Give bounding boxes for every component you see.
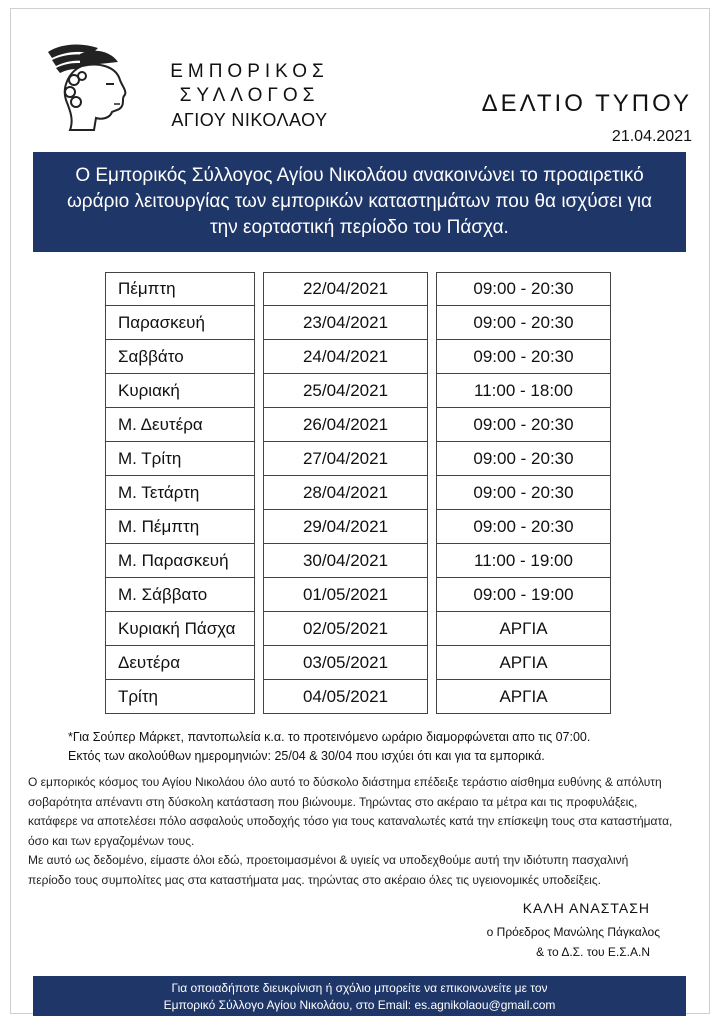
- schedule-day-cell: Σαββάτο: [105, 340, 255, 374]
- schedule-day-cell: Μ. Παρασκευή: [105, 544, 255, 578]
- schedule-date-cell: 24/04/2021: [263, 340, 428, 374]
- schedule-row: [105, 442, 611, 476]
- body-line: περίοδο τους συμπολίτες μας στα καταστήματα μας. τηρώντας στο ακέραιο όλες τις υγειονομικές υποδείξεις.: [28, 872, 601, 887]
- schedule-row: [105, 374, 611, 408]
- schedule-day-cell: Παρασκευή: [105, 306, 255, 340]
- schedule-row: [105, 306, 611, 340]
- schedule-day-cell: Μ. Τετάρτη: [105, 476, 255, 510]
- schedule-date-cell: 23/04/2021: [263, 306, 428, 340]
- schedule-date-cell: 30/04/2021: [263, 544, 428, 578]
- signature-block: [487, 900, 660, 962]
- body-line: σοβαρότητα απέναντι στη δύσκολη κατάσταση που βιώνουμε. Τηρώντας στο ακέραιο τα μέτρα και τις προφυλάξεις,: [28, 794, 638, 809]
- press-release-title: ΔΕΛΤΙΟ ΤΥΠΟΥ: [481, 90, 692, 117]
- announcement-banner: [33, 152, 686, 252]
- schedule-hours-cell: 09:00 - 20:30: [436, 476, 611, 510]
- easter-greeting: ΚΑΛΗ ΑΝΑΣΤΑΣΗ: [522, 900, 650, 916]
- org-name-line3: ΑΓΙΟΥ ΝΙΚΟΛΑΟΥ: [171, 110, 328, 130]
- schedule-date-cell: 02/05/2021: [263, 612, 428, 646]
- schedule-row: [105, 476, 611, 510]
- schedule-date-cell: 26/04/2021: [263, 408, 428, 442]
- schedule-day-cell: Δευτέρα: [105, 646, 255, 680]
- board-name: & το Δ.Σ. του Ε.Σ.Α.Ν: [536, 945, 650, 959]
- schedule-hours-cell: ΑΡΓΙΑ: [436, 646, 611, 680]
- press-release-date: 21.04.2021: [611, 128, 692, 145]
- schedule-day-cell: Κυριακή: [105, 374, 255, 408]
- schedule-row: [105, 646, 611, 680]
- schedule-row: [105, 544, 611, 578]
- hermes-head-logo-icon: [40, 40, 135, 135]
- schedule-hours-cell: 09:00 - 20:30: [436, 272, 611, 306]
- schedule-row: [105, 510, 611, 544]
- schedule-hours-cell: 09:00 - 20:30: [436, 306, 611, 340]
- body-line: Με αυτό ως δεδομένο, είμαστε όλοι εδώ, προετοιμασμένοι & υγιείς να υποδεχθούμε αυτή την ιδιότυπη πασχαλινή: [28, 853, 629, 867]
- schedule-hours-cell: 09:00 - 19:00: [436, 578, 611, 612]
- schedule-day-cell: Μ. Πέμπτη: [105, 510, 255, 544]
- schedule-hours-cell: 11:00 - 19:00: [436, 544, 611, 578]
- schedule-hours-cell: 09:00 - 20:30: [436, 408, 611, 442]
- schedule-day-cell: Κυριακή Πάσχα: [105, 612, 255, 646]
- schedule-date-cell: 28/04/2021: [263, 476, 428, 510]
- schedule-date-cell: 29/04/2021: [263, 510, 428, 544]
- schedule-date-cell: 01/05/2021: [263, 578, 428, 612]
- schedule-hours-cell: 11:00 - 18:00: [436, 374, 611, 408]
- schedule-row: [105, 408, 611, 442]
- schedule-table: [105, 272, 611, 714]
- schedule-hours-cell: ΑΡΓΙΑ: [436, 612, 611, 646]
- schedule-row: [105, 578, 611, 612]
- body-text: [28, 773, 698, 890]
- footer-line1: Για οποιαδήποτε διευκρίνιση ή σχόλιο μπορείτε να επικοινωνείτε με τον: [171, 981, 548, 995]
- footnotes: [68, 728, 688, 766]
- schedule-day-cell: Πέμπτη: [105, 272, 255, 306]
- footnote-line1: *Για Σούπερ Μάρκετ, παντοπωλεία κ.α. το προτεινόμενο ωράριο διαμορφώνεται απο τις 07:00.: [68, 730, 591, 744]
- schedule-day-cell: Μ. Σάββατο: [105, 578, 255, 612]
- schedule-date-cell: 04/05/2021: [263, 680, 428, 714]
- schedule-day-cell: Μ. Τρίτη: [105, 442, 255, 476]
- schedule-date-cell: 03/05/2021: [263, 646, 428, 680]
- schedule-row: [105, 340, 611, 374]
- footnote-line2: Εκτός των ακολούθων ημερομηνιών: 25/04 & 30/04 που ισχύει ότι και για τα εμπορικά.: [68, 749, 545, 763]
- president-name: ο Πρόεδρος Μανώλης Πάγκαλος: [486, 925, 660, 939]
- body-line: Ο εμπορικός κόσμος του Αγίου Νικολάου όλο αυτό το δύσκολο διάστημα επέδειξε τεράστιο αίσθημα ευθύνης & απόλυτη: [28, 775, 662, 789]
- organization-name: [162, 60, 337, 132]
- schedule-row: [105, 612, 611, 646]
- schedule-date-cell: 27/04/2021: [263, 442, 428, 476]
- schedule-row: [105, 272, 611, 306]
- schedule-date-cell: 22/04/2021: [263, 272, 428, 306]
- schedule-date-cell: 25/04/2021: [263, 374, 428, 408]
- schedule-hours-cell: 09:00 - 20:30: [436, 340, 611, 374]
- schedule-hours-cell: 09:00 - 20:30: [436, 442, 611, 476]
- footer-banner: [33, 976, 686, 1016]
- schedule-day-cell: Τρίτη: [105, 680, 255, 714]
- org-name-line1: ΕΜΠΟΡΙΚΟΣ: [170, 61, 329, 82]
- body-line: όσο και των εργαζομένων τους.: [28, 833, 195, 848]
- schedule-row: [105, 680, 611, 714]
- schedule-day-cell: Μ. Δευτέρα: [105, 408, 255, 442]
- schedule-hours-cell: ΑΡΓΙΑ: [436, 680, 611, 714]
- footer-line2: Εμπορικό Σύλλογο Αγίου Νικολάου, στο Email: es.agnikolaou@gmail.com: [163, 998, 556, 1012]
- schedule-hours-cell: 09:00 - 20:30: [436, 510, 611, 544]
- org-name-line2: ΣΥΛΛΟΓΟΣ: [179, 85, 320, 106]
- body-line: κατάφερε να αποτελέσει πόλο ασφαλούς υποδοχής τόσο για τους καταναλωτές κατά την επίσκεψη τους στα καταστήματα,: [28, 814, 673, 828]
- announcement-text: Ο Εμπορικός Σύλλογος Αγίου Νικολάου ανακοινώνει το προαιρετικό ωράριο λειτουργίας των εμπορικών καταστημάτων που θα ισχύσει για την εορταστική περίοδο του Πάσχα.: [66, 165, 653, 238]
